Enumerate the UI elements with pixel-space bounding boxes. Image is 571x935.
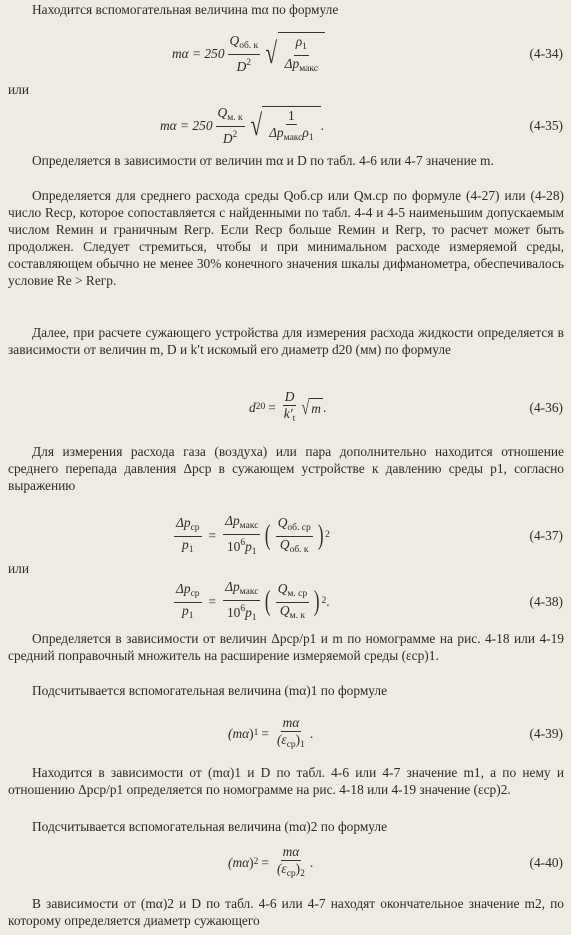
eq40-num: mα	[282, 844, 300, 859]
paragraph-expansion-factor: Определяется в зависимости от величин Δpср/p1 и m по номограмме на рис. 4-18 или 4-19 средний поправочный множитель на расширение измеряемой среды (εср)1.	[8, 631, 564, 664]
eq38-ld: p	[182, 602, 189, 618]
eq38-qd: Q	[279, 602, 290, 618]
eq37-md-sup: 6	[240, 537, 246, 548]
eq35-rden-sub: макс	[283, 133, 303, 143]
eq34-num-sub: об. к	[239, 41, 259, 51]
eq35-den: D	[222, 131, 233, 146]
eq37-md: 10	[226, 538, 241, 554]
eq37-qn-sub: об. ср	[287, 522, 311, 533]
eq40-den2: )	[295, 861, 301, 876]
eq38-qn: Q	[277, 580, 288, 596]
eq38-qd-sub: м. к	[289, 610, 305, 621]
eq34-lhs: mα = 250	[172, 46, 225, 62]
eq34-den: D	[236, 59, 247, 74]
eq36-den-sub: t	[292, 414, 296, 424]
eq37-mn-sub: макс	[239, 520, 259, 531]
eq40-den-sub: ср	[286, 869, 296, 879]
eq38-ln-sub: ср	[190, 588, 200, 599]
eq35-rden2-sub: 1	[308, 133, 314, 143]
eq34-num: Q	[229, 33, 240, 48]
eq38-md-sup: 6	[240, 603, 246, 614]
paragraph-ma1: Подсчитывается вспомогательная величина (mα)1 по формуле	[32, 683, 388, 698]
eq40-lhs2: )	[249, 855, 254, 871]
eq37-pow: 2	[325, 530, 330, 541]
eq38-pow: 2	[321, 596, 327, 607]
equation-4-35	[0, 104, 571, 148]
eq39-lhs2: )	[249, 726, 254, 742]
eq34-rden-sub: макс	[299, 63, 318, 74]
eq35-lhs: mα = 250	[160, 118, 213, 134]
eq38-mn-sub: макс	[239, 586, 259, 597]
eq39-lhs-sub: 1	[253, 728, 259, 739]
eq-number-4-40: (4-40)	[529, 855, 563, 871]
paragraph-m1: Находится в зависимости от (mα)1 и D по табл. 4-6 или 4-7 значение m1, а по нему и отношению Δpср/p1 определяется по номограмме на рис. 4-18 или 4-19 значение (εср)2.	[8, 765, 564, 798]
eq35-rnum: 1	[287, 108, 295, 123]
eq37-qn: Q	[277, 514, 288, 530]
eq-number-4-36: (4-36)	[529, 400, 563, 416]
eq39-den2-sub: 1	[300, 740, 305, 750]
eq34-rnum: ρ	[295, 33, 303, 49]
eq36-equals: =	[268, 400, 276, 416]
eq34-rnum-sub: 1	[302, 41, 307, 52]
eq39-den2: )	[295, 732, 301, 747]
eq34-den-sup: 2	[246, 58, 252, 68]
eq36-num: D	[284, 389, 295, 404]
eq37-qd-sub: об. к	[289, 544, 309, 555]
eq37-qd: Q	[279, 536, 290, 552]
eq35-rden2: ρ	[302, 125, 309, 140]
eq35-radical: √ 1 $\Delta p_{макс}\rho_1$	[248, 106, 321, 146]
eq-number-4-39: (4-39)	[529, 726, 563, 742]
eq37-ld-sub: 1	[188, 544, 194, 555]
eq34-rden: Δp	[284, 55, 300, 71]
eq37-equals: =	[208, 528, 217, 544]
eq35-rden: Δp	[269, 125, 284, 140]
eq38-qn-sub: м. ср	[287, 588, 308, 599]
paragraph-intro: Находится вспомогательная величина mα по формуле	[32, 2, 339, 17]
eq38-md: 10	[226, 604, 241, 620]
eq36-radical: √ m	[301, 397, 321, 419]
eq35-num: Q	[217, 105, 228, 120]
eq36-tail: .	[322, 400, 327, 416]
equation-4-36	[0, 386, 571, 430]
equation-4-39	[0, 712, 571, 756]
eq34-radical: √ $\rho_1$ $\Delta p_{макс}$	[263, 32, 325, 77]
eq37-md2-sub: 1	[251, 546, 257, 557]
eq-number-4-35: (4-35)	[529, 118, 563, 134]
eq-number-4-34: (4-34)	[529, 46, 563, 62]
eq38-ln: Δp	[176, 580, 191, 596]
eq38-md2-sub: 1	[251, 612, 257, 623]
eq35-num-sub: м. к	[227, 113, 243, 123]
eq40-den: (ε	[276, 861, 287, 876]
paragraph-determine-m: Определяется в зависимости от величин mα и D по табл. 4-6 или 4-7 значение m.	[32, 153, 494, 168]
eq35-den-sup: 2	[232, 130, 238, 140]
eq37-ld: p	[182, 536, 189, 552]
eq37-md2: p	[245, 538, 252, 554]
eq39-num: mα	[282, 715, 300, 730]
equation-4-38: $\Delta p_{ср}$ $p_1$ = $\Delta p_{макс}$ $10^6p_1$ ( $Q_{м. ср}$ $Q_{м. к}$ ) 2 . (4-38)	[176, 578, 563, 623]
conjunction-or-2: или	[8, 561, 30, 576]
paragraph-reynolds: Определяется для среднего расхода среды Qоб.ср или Qм.ср по формуле (4-27) или (4-28) число Reср, которое сопоставляется с найденными по табл. 4-4 и 4-5 наименьшим допускаемым числом Reмин и граничным Reгр. Если Reср больше Reмин и Reгр, то расчет может быть продолжен. Следует стремиться, чтобы и при минимальном расходе измеряемой среды, составляющем обычно не менее 30% конечного значения шкалы дифманометра, обеспечивалось условие Re > Reгр.	[8, 188, 564, 289]
paragraph-ma2: Подсчитывается вспомогательная величина (mα)2 по формуле	[32, 819, 388, 834]
eq39-den: (ε	[276, 732, 287, 747]
eq40-lhs-sub: 2	[253, 857, 259, 868]
eq40-den2-sub: 2	[300, 869, 305, 879]
conjunction-or-1: или	[8, 82, 30, 97]
eq40-lhs: (mα	[228, 855, 250, 871]
eq39-den-sub: ср	[286, 740, 296, 750]
eq37-mn: Δp	[225, 512, 240, 528]
eq37-ln-sub: ср	[190, 522, 200, 533]
eq40-tail: .	[309, 855, 314, 871]
paragraph-liquid-diameter: Далее, при расчете сужающего устройства для измерения расхода жидкости определяется в зависимости от величин m, D и k′t искомый его диаметр d20 (мм) по формуле	[8, 325, 564, 358]
eq-number-4-38: (4-38)	[529, 594, 563, 610]
eq39-lhs: (mα	[228, 726, 250, 742]
eq36-lhs-sub: 20	[255, 402, 266, 413]
eq37-ln: Δp	[176, 514, 191, 530]
eq38-tail: .	[326, 594, 330, 610]
eq40-equals: =	[261, 855, 269, 871]
eq38-mn: Δp	[225, 578, 240, 594]
eq39-tail: .	[309, 726, 314, 742]
paragraph-final-m2: В зависимости от (mα)2 и D по табл. 4-6 или 4-7 находят окончательное значение m2, по которому определяется диаметр сужающего	[8, 896, 564, 929]
eq36-den: k′	[283, 406, 293, 421]
equation-4-40	[0, 841, 571, 885]
eq38-equals: =	[208, 594, 217, 610]
eq39-equals: =	[261, 726, 269, 742]
equation-4-34	[0, 32, 571, 76]
eq36-rad: m	[311, 401, 321, 417]
eq-number-4-37: (4-37)	[529, 528, 563, 544]
equation-4-37: $\Delta p_{ср}$ $p_1$ = $\Delta p_{макс}$ $10^6p_1$ ( $Q_{об. ср}$ $Q_{об. к}$ ) 2 (4-37)	[176, 512, 563, 557]
eq36-lhs: d	[249, 400, 256, 416]
eq35-tail: .	[320, 118, 324, 134]
eq38-ld-sub: 1	[188, 610, 194, 621]
eq38-md2: p	[245, 604, 252, 620]
paragraph-gas-ratio: Для измерения расхода газа (воздуха) или пара дополнительно находится отношение среднего перепада давления Δpср в сужающем устройстве к давлению среды p1, согласно выражению	[8, 444, 564, 494]
